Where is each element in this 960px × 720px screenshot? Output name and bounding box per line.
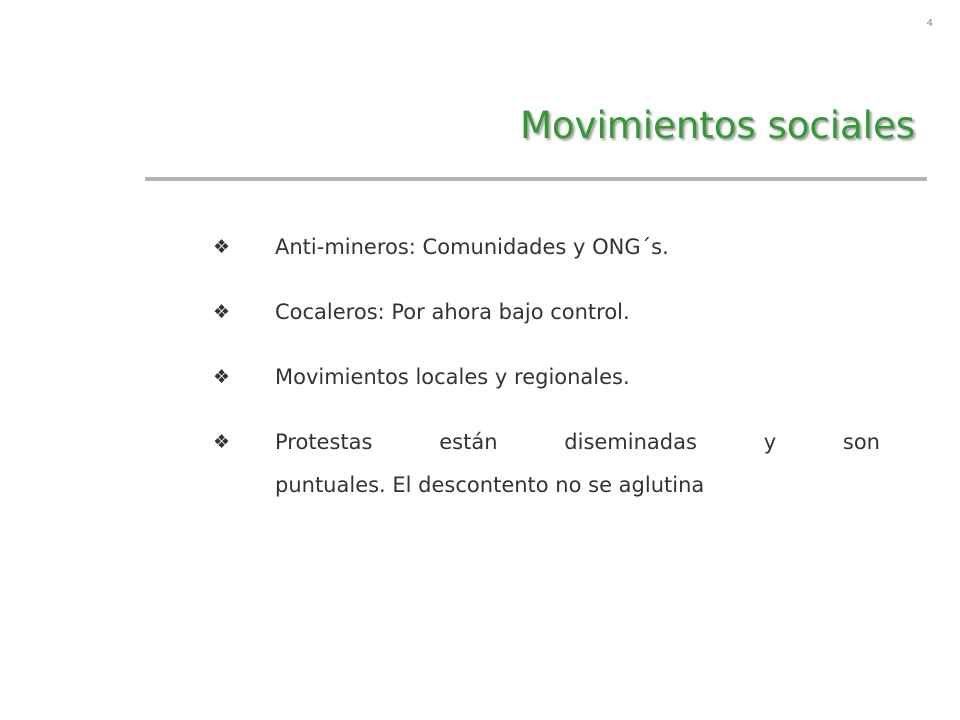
bullet-list [213, 226, 880, 529]
slide-title: Movimientos sociales [520, 104, 915, 147]
bullet-text-line-2: puntuales. El descontento no se aglutina [275, 473, 705, 497]
bullet-item [213, 421, 880, 507]
bullet-item [213, 291, 880, 334]
bullet-text [275, 421, 880, 507]
bullet-item [213, 226, 880, 269]
bullet-text-line-1: Protestas están diseminadas y son [275, 430, 880, 454]
diamond-bullet-icon: ❖ [213, 301, 231, 323]
diamond-bullet-icon: ❖ [213, 431, 231, 453]
bullet-text: Anti-mineros: Comunidades y ONG´s. [275, 235, 669, 259]
diamond-bullet-icon: ❖ [213, 366, 231, 388]
page-number: 4 [926, 18, 933, 29]
bullet-item [213, 356, 880, 399]
diamond-bullet-icon: ❖ [213, 236, 231, 258]
bullet-text: Movimientos locales y regionales. [275, 365, 630, 389]
bullet-text: Cocaleros: Por ahora bajo control. [275, 300, 630, 324]
title-divider [145, 177, 927, 181]
